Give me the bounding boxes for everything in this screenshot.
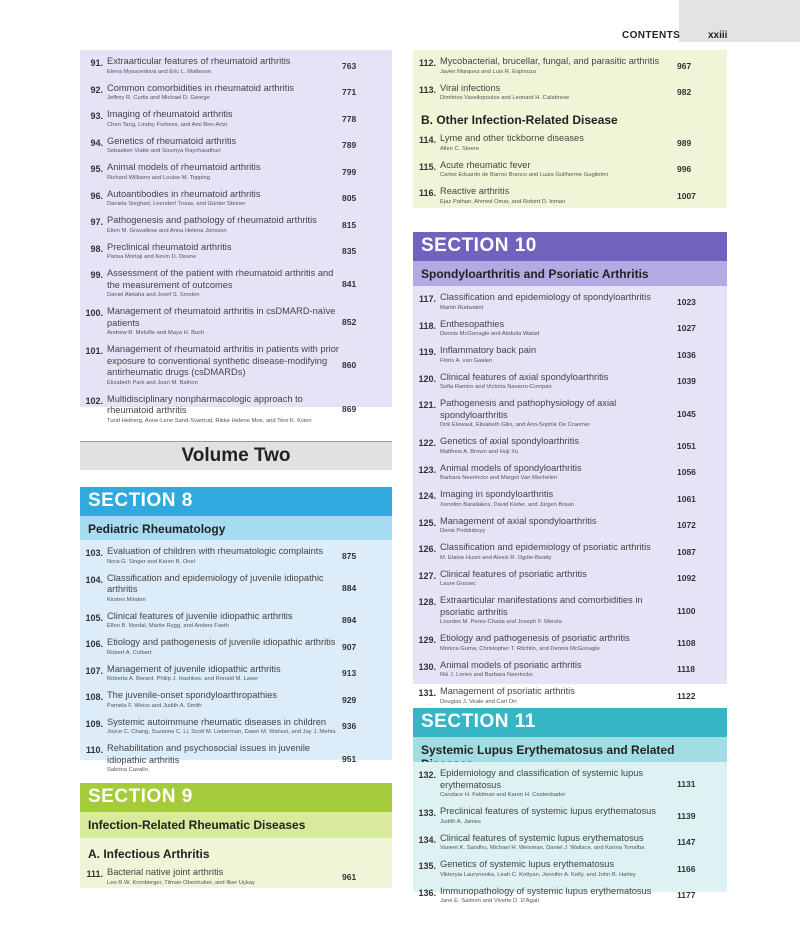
- chapter-text: [103, 394, 342, 425]
- chapter-number: 114.: [418, 135, 436, 145]
- chapter-entry[interactable]: [80, 340, 392, 390]
- chapter-text: [103, 215, 342, 235]
- chapter-authors: Parisa Mortaji and Kevin D. Deane: [107, 254, 196, 260]
- chapter-authors: Barbara Neerinckx and Margot Van Mechelen: [440, 475, 558, 481]
- chapter-page-number: 1147: [677, 837, 696, 848]
- section-9-title: SECTION 9: [80, 783, 392, 813]
- chapter-authors: Daniela Sieghart, Leendert Trouw, and Günter Steiner: [107, 201, 246, 207]
- chapter-text: [103, 109, 342, 129]
- chapter-page-number: 894: [342, 615, 357, 626]
- chapter-entry[interactable]: [80, 238, 392, 265]
- chapter-title: Etiology and pathogenesis of psoriatic arthritis: [440, 633, 630, 643]
- chapter-entry[interactable]: [413, 802, 727, 829]
- chapter-text: [436, 806, 677, 826]
- chapter-page-number: 1087: [677, 546, 696, 557]
- chapter-text: [103, 83, 342, 103]
- chapter-number: 97.: [90, 217, 103, 227]
- chapter-number: 128.: [418, 597, 436, 607]
- chapter-number: 111.: [86, 869, 103, 879]
- chapter-page-number: 1122: [677, 690, 696, 701]
- chapter-list-rheumatoid-arthritis: [80, 50, 392, 424]
- chapter-page-number: 835: [342, 246, 357, 257]
- chapter-number: 130.: [418, 661, 436, 672]
- chapter-title: Inflammatory back pain: [440, 345, 537, 355]
- chapter-authors: Sabrina Cavallo: [107, 767, 148, 773]
- chapter-authors: Pamela F. Weiss and Judith A. Smith: [107, 702, 202, 709]
- chapter-entry[interactable]: [413, 829, 727, 856]
- chapter-number: 93.: [90, 111, 103, 121]
- chapter-title: Preclinical rheumatoid arthritis: [107, 241, 232, 252]
- chapter-title: Imaging of rheumatoid arthritis: [107, 109, 233, 119]
- chapter-authors: Kirsten Minden: [107, 596, 146, 603]
- chapter-number: 115.: [418, 161, 436, 172]
- chapter-entry[interactable]: [80, 211, 392, 238]
- chapter-entry[interactable]: [413, 368, 727, 395]
- chapter-entry[interactable]: [80, 542, 392, 569]
- chapter-entry[interactable]: [413, 315, 727, 342]
- chapter-authors: Denis Poddubnyy: [440, 528, 486, 534]
- chapter-text: [436, 542, 677, 562]
- chapter-entry[interactable]: [413, 182, 727, 209]
- chapter-page-number: 907: [342, 641, 357, 652]
- chapter-number: 133.: [418, 808, 436, 818]
- chapter-page-number: 929: [342, 694, 357, 705]
- chapter-text: [103, 189, 342, 209]
- chapter-entry[interactable]: [413, 394, 727, 432]
- chapter-number: 119.: [418, 347, 436, 357]
- chapter-page-number: 1177: [677, 890, 696, 901]
- chapter-text: [103, 344, 342, 387]
- chapter-text: [436, 569, 677, 589]
- chapter-entry[interactable]: [80, 132, 392, 159]
- chapter-title: Common comorbidities in rheumatoid arthritis: [107, 82, 295, 93]
- chapter-page-number: 805: [342, 193, 357, 204]
- chapter-number: 118.: [418, 320, 436, 331]
- chapter-text: [103, 306, 342, 337]
- chapter-page-number: 1056: [677, 467, 696, 478]
- chapter-authors: Matthew A. Brown and Huji Xu: [440, 448, 519, 455]
- chapter-title: Enthesopathies: [440, 318, 505, 329]
- chapter-entry[interactable]: [413, 459, 727, 486]
- chapter-authors: Judith A. James: [440, 818, 481, 825]
- chapter-page-number: 1007: [677, 190, 696, 201]
- chapter-entry[interactable]: [413, 764, 727, 802]
- chapter-title: Genetics of axial spondyloarthritis: [440, 436, 580, 446]
- chapter-authors: Dennis McGonagle and Abdulla Watad: [440, 331, 540, 337]
- chapter-page-number: 1100: [677, 605, 696, 616]
- chapter-entry[interactable]: [413, 288, 727, 315]
- chapter-title: Management of rheumatoid arthritis in patients with prior exposure to conventional synthetic disease-modifying antirheumatic drugs (csDMARDs): [107, 344, 340, 377]
- chapter-authors: Sofia Ramiro and Victoria Navarro-Compán: [440, 384, 552, 390]
- chapter-text: [436, 595, 677, 626]
- section-11-chapter-list: [413, 762, 727, 904]
- chapter-title: Bacterial native joint arthritis: [107, 867, 224, 877]
- subsection-heading-b: B. Other Infection-Related Disease: [421, 113, 618, 127]
- chapter-number: 125.: [418, 517, 436, 528]
- chapter-text: [436, 186, 677, 206]
- chapter-page-number: 951: [342, 753, 357, 764]
- chapter-text: [103, 690, 342, 710]
- chapter-number: 105.: [85, 612, 103, 623]
- chapter-page-number: 875: [342, 550, 357, 561]
- chapter-entry[interactable]: [413, 565, 727, 592]
- chapter-authors: Chen Tang, Lindsy Forbess, and Ami Ben-Artzi: [107, 121, 228, 128]
- chapter-text: [436, 686, 677, 706]
- chapter-title: Assessment of the patient with rheumatoid arthritis and the measurement of outcomes: [107, 268, 334, 290]
- chapter-text: [436, 859, 677, 879]
- chapter-text: [103, 56, 342, 76]
- chapter-page-number: 1039: [677, 376, 696, 387]
- chapter-text: [103, 162, 342, 182]
- chapter-page-number: 982: [677, 87, 692, 98]
- chapter-page-number: 1108: [677, 637, 696, 648]
- chapter-text: [103, 136, 342, 156]
- chapter-text: [103, 611, 342, 631]
- chapter-number: 122.: [418, 438, 436, 448]
- chapter-authors: Douglas J. Veale and Carl Orr: [440, 698, 518, 705]
- chapter-entry[interactable]: [80, 863, 392, 890]
- chapter-entry[interactable]: [413, 432, 727, 459]
- chapter-page-number: 996: [677, 164, 692, 175]
- section-9-continued: [413, 50, 727, 208]
- chapter-text: [103, 717, 342, 737]
- page-number: xxiii: [708, 30, 728, 41]
- chapter-page-number: 1166: [677, 863, 696, 874]
- chapter-authors: Turid Heiberg, Anne-Lene Sand-Svartrud, Rikke Helene Moe, and Tore K. Kvien: [107, 417, 312, 424]
- chapter-title: Animal models of psoriatic arthritis: [440, 659, 582, 670]
- chapter-number: 108.: [85, 692, 103, 702]
- chapter-entry[interactable]: [80, 302, 392, 340]
- chapter-title: Autoantibodies in rheumatoid arthritis: [107, 188, 261, 199]
- chapter-text: [103, 546, 342, 566]
- chapter-title: Rehabilitation and psychosocial issues in juvenile idiopathic arthritis: [107, 743, 311, 765]
- chapter-entry[interactable]: [413, 485, 727, 512]
- chapter-page-number: 989: [677, 137, 692, 148]
- chapter-title: Clinical features of juvenile idiopathic arthritis: [107, 610, 293, 621]
- chapter-title: Clinical features of axial spondyloarthritis: [440, 371, 609, 382]
- chapter-title: Preclinical features of systemic lupus erythematosus: [440, 806, 656, 816]
- section-8-subtitle: Pediatric Rheumatology: [80, 516, 392, 542]
- chapter-page-number: 1051: [677, 440, 696, 451]
- chapter-entry[interactable]: [413, 129, 727, 156]
- section-9-part-a: [80, 838, 392, 888]
- chapter-page-number: 815: [342, 219, 357, 230]
- chapter-entry[interactable]: [80, 686, 392, 713]
- chapter-page-number: 884: [342, 583, 357, 593]
- page-number-tab: [679, 0, 800, 42]
- chapter-text: [436, 56, 677, 76]
- chapter-page-number: 1139: [677, 810, 696, 821]
- chapter-authors: Ellen B. Nordal, Marite Rygg, and Anders Fasth: [107, 623, 229, 629]
- chapter-authors: Jane E. Salmon and Vivette D. D'Agati: [440, 898, 539, 904]
- chapter-number: 131.: [418, 688, 436, 698]
- section-9-subtitle: Infection-Related Rheumatic Diseases: [80, 812, 392, 838]
- chapter-entry[interactable]: [80, 185, 392, 212]
- chapter-number: 94.: [90, 137, 103, 148]
- chapter-authors: Monica Guma, Christopher T. Ritchlin, and Dennis McGonagle: [440, 645, 600, 652]
- chapter-title: Clinical features of systemic lupus erythematosus: [440, 832, 644, 843]
- chapter-number: 100.: [85, 308, 103, 318]
- chapter-page-number: 778: [342, 113, 357, 124]
- chapter-entry[interactable]: [413, 538, 727, 565]
- chapter-number: 107.: [85, 665, 103, 676]
- chapter-entry[interactable]: [413, 656, 727, 683]
- chapter-text: [436, 516, 677, 536]
- chapter-title: The juvenile-onset spondyloarthropathies: [107, 690, 278, 700]
- chapter-page-number: 1092: [677, 573, 696, 584]
- section-8-title: SECTION 8: [80, 487, 392, 517]
- chapter-number: 103.: [85, 548, 103, 558]
- chapter-entry[interactable]: [413, 629, 727, 656]
- chapter-title: Classification and epidemiology of juvenile idiopathic arthritis: [107, 572, 324, 594]
- subsection-heading-a: A. Infectious Arthritis: [88, 847, 210, 861]
- chapter-page-number: 860: [342, 360, 357, 371]
- chapter-number: 92.: [90, 84, 103, 95]
- chapter-page-number: 1027: [677, 323, 696, 334]
- chapter-title: Multidisciplinary nonpharmacologic approach to rheumatoid arthritis: [107, 393, 303, 415]
- volume-title: Volume Two: [80, 441, 392, 470]
- chapter-authors: Robert A. Colbert: [107, 649, 152, 656]
- chapter-authors: Ejaz Pathan, Ahmed Omar, and Robert D. Inman: [440, 198, 566, 205]
- chapter-title: Etiology and pathogenesis of juvenile idiopathic arthritis: [107, 637, 336, 647]
- chapter-entry[interactable]: [80, 79, 392, 106]
- chapter-authors: Jeffrey R. Curtis and Michael D. George: [107, 95, 210, 101]
- chapter-title: Clinical features of psoriatic arthritis: [440, 568, 587, 579]
- chapter-entry[interactable]: [413, 52, 727, 79]
- chapter-authors: Dirk Elewaut, Elisabeth Gilis, and Ann-Sophie De Craemer: [440, 422, 591, 428]
- chapter-entry[interactable]: [80, 713, 392, 740]
- chapter-authors: Carlos Eduardo de Barros Branco and Luiza Guilherme Guglielmi: [440, 172, 608, 178]
- chapter-title: Immunopathology of systemic lupus erythematosus: [440, 885, 652, 896]
- chapter-page-number: 961: [342, 871, 357, 882]
- chapter-number: 134.: [418, 834, 436, 845]
- chapter-entry[interactable]: [80, 607, 392, 634]
- chapter-entry[interactable]: [413, 682, 727, 709]
- chapter-text: [103, 637, 342, 657]
- chapter-authors: Martin Rudwaleit: [440, 304, 484, 311]
- chapter-page-number: 967: [677, 60, 692, 71]
- chapter-number: 123.: [418, 464, 436, 475]
- chapter-entry[interactable]: [80, 105, 392, 132]
- chapter-authors: Javier Marquez and Luis R. Espinoza: [440, 68, 537, 75]
- chapter-title: Lyme and other tickborne diseases: [440, 133, 584, 143]
- chapter-text: [436, 633, 677, 653]
- chapter-number: 112.: [418, 58, 436, 68]
- chapter-page-number: 1118: [677, 664, 695, 675]
- chapter-text: [436, 372, 677, 392]
- chapter-title: Classification and epidemiology of spondyloarthritis: [440, 292, 651, 302]
- chapter-page-number: 841: [342, 278, 357, 289]
- chapter-authors: Floris A. van Gaalen: [440, 357, 493, 364]
- chapter-number: 126.: [418, 544, 436, 554]
- chapter-text: [103, 743, 342, 774]
- chapter-authors: Roberta A. Berard, Philip J. Hashkes, and Ronald M. Laxer: [107, 676, 259, 682]
- chapter-number: 121.: [418, 400, 436, 410]
- chapter-entry[interactable]: [413, 855, 727, 882]
- chapter-text: [103, 242, 342, 262]
- chapter-page-number: 771: [342, 87, 357, 98]
- chapter-entry[interactable]: [80, 739, 392, 777]
- chapter-entry[interactable]: [80, 264, 392, 302]
- chapter-entry[interactable]: [413, 882, 727, 909]
- chapter-text: [436, 160, 677, 180]
- chapter-authors: Viktoryia Laurynenka, Leah C. Kottyan, Jennifer A. Kelly, and John B. Harley: [440, 871, 636, 878]
- section-10-title: SECTION 10: [413, 232, 727, 262]
- chapter-entry[interactable]: [413, 512, 727, 539]
- chapter-authors: Laure Gossec: [440, 581, 477, 587]
- chapter-text: [436, 436, 677, 456]
- chapter-page-number: 1061: [677, 493, 696, 504]
- chapter-text: [103, 573, 342, 604]
- chapter-authors: Elizabeth Park and Joan M. Bathon: [107, 379, 198, 386]
- chapter-page-number: 763: [342, 60, 357, 71]
- chapter-page-number: 789: [342, 140, 357, 151]
- chapter-number: 113.: [418, 84, 436, 95]
- chapter-entry[interactable]: [413, 79, 727, 106]
- chapter-title: Pathogenesis and pathology of rheumatoid arthritis: [107, 215, 317, 225]
- chapter-authors: Andrew R. Melville and Maya H. Buch: [107, 330, 205, 336]
- chapter-authors: Lourdes M. Perez-Chada and Joseph F. Merola: [440, 619, 562, 625]
- section-10-subtitle: Spondyloarthritis and Psoriatic Arthritis: [413, 261, 727, 287]
- chapter-text: [436, 463, 677, 483]
- chapter-authors: Ellen M. Gravallese and Anna Helena Jonsson: [107, 227, 227, 234]
- chapter-page-number: 1045: [677, 408, 696, 419]
- chapter-authors: Vaneet K. Sandhu, Michael H. Weisman, Daniel J. Wallace, and Karina Torralba: [440, 845, 645, 851]
- chapter-authors: Allen C. Steere: [440, 145, 479, 152]
- chapter-number: 102.: [85, 395, 103, 406]
- chapter-page-number: 799: [342, 166, 357, 177]
- chapter-page-number: 1036: [677, 349, 696, 360]
- chapter-title: Classification and epidemiology of psoriatic arthritis: [440, 542, 651, 552]
- chapter-authors: Elena Myasoedova and Eric L. Matteson: [107, 68, 212, 75]
- chapter-title: Imaging in spondyloarthritis: [440, 489, 554, 499]
- chapter-text: [436, 345, 677, 365]
- chapter-title: Systemic autoimmune rheumatic diseases in children: [107, 716, 327, 727]
- chapter-page-number: 936: [342, 721, 357, 732]
- chapter-entry[interactable]: [413, 156, 727, 183]
- contents-label: CONTENTS: [622, 30, 681, 41]
- chapter-title: Management of psoriatic arthritis: [440, 686, 575, 696]
- chapter-text: [103, 268, 342, 299]
- chapter-authors: Richard Williams and Louise M. Topping: [107, 174, 210, 181]
- chapter-title: Management of juvenile idiopathic arthritis: [107, 663, 281, 674]
- chapter-number: 98.: [90, 243, 103, 254]
- chapter-title: Reactive arthritis: [440, 186, 510, 196]
- chapter-title: Extraarticular features of rheumatoid arthritis: [107, 56, 291, 66]
- chapter-authors: Candace H. Feldman and Karen H. Costenbader: [440, 792, 566, 798]
- chapter-number: 101.: [85, 346, 103, 356]
- chapter-number: 120.: [418, 373, 436, 384]
- chapter-entry[interactable]: [80, 633, 392, 660]
- chapter-title: Viral infections: [440, 82, 501, 93]
- chapter-entry[interactable]: [80, 158, 392, 185]
- chapter-number: 91.: [90, 58, 103, 68]
- chapter-title: Epidemiology and classification of systemic lupus erythematosus: [440, 768, 644, 790]
- chapter-text: [436, 83, 677, 103]
- chapter-number: 106.: [85, 639, 103, 649]
- section-11-title: SECTION 11: [413, 708, 727, 738]
- chapter-authors: Rik J. Lories and Barbara Neerinckx: [440, 672, 533, 678]
- chapter-number: 124.: [418, 491, 436, 501]
- chapter-page-number: 1023: [677, 296, 696, 307]
- chapter-authors: Sebastien Viatte and Soumya Raychaudhuri: [107, 148, 221, 154]
- chapter-number: 99.: [90, 270, 103, 280]
- chapter-number: 129.: [418, 635, 436, 645]
- chapter-text: [436, 886, 677, 906]
- chapter-page-number: 913: [342, 668, 357, 679]
- chapter-number: 135.: [418, 861, 436, 871]
- chapter-entry[interactable]: [413, 591, 727, 629]
- chapter-entry[interactable]: [80, 660, 392, 687]
- chapter-authors: Joyce C. Chang, Suzanne C. Li, Scott M. Lieberman, Dawn M. Wahezi, and Jay J. Mehta: [107, 729, 336, 735]
- chapter-number: 127.: [418, 570, 436, 581]
- chapter-text: [436, 833, 677, 853]
- chapter-number: 132.: [418, 770, 436, 780]
- chapter-title: Genetics of rheumatoid arthritis: [107, 135, 237, 146]
- chapter-text: [103, 664, 342, 684]
- chapter-number: 95.: [90, 164, 103, 174]
- chapter-text: [436, 133, 677, 153]
- chapter-number: 109.: [85, 718, 103, 729]
- chapter-number: 136.: [418, 887, 436, 898]
- chapter-title: Management of axial spondyloarthritis: [440, 515, 597, 526]
- chapter-text: [436, 660, 677, 680]
- chapter-authors: Dimitrios Vassilopoulos and Leonard H. Calabrese: [440, 95, 570, 101]
- chapter-authors: Leo R.W. Kronberger, Tilman Obenhuber, and Ilker Uçkay: [107, 879, 255, 886]
- chapter-authors: Nora G. Singer and Karen B. Onel: [107, 558, 195, 565]
- chapter-title: Management of rheumatoid arthritis in csDMARD-naïve patients: [107, 306, 336, 328]
- section-8-chapter-list: [80, 540, 392, 773]
- chapter-authors: M. Elaine Husni and Alexis R. Ogdie-Beatty: [440, 554, 552, 561]
- chapter-title: Genetics of systemic lupus erythematosus: [440, 859, 615, 869]
- chapter-title: Evaluation of children with rheumatologic complaints: [107, 546, 324, 556]
- section-11-subtitle: Systemic Lupus Erythematosus and Related: [413, 737, 727, 763]
- chapter-text: [436, 768, 677, 799]
- chapter-title: Extraarticular manifestations and comorbidities in psoriatic arthritis: [440, 595, 643, 617]
- chapter-text: [103, 867, 342, 887]
- chapter-entry[interactable]: [80, 52, 392, 79]
- chapter-title: Animal models of spondyloarthritis: [440, 462, 582, 473]
- chapter-title: Pathogenesis and pathophysiology of axial spondyloarthritis: [440, 398, 617, 420]
- chapter-title: Acute rheumatic fever: [440, 159, 531, 170]
- chapter-entry[interactable]: [80, 390, 392, 428]
- chapter-entry[interactable]: [413, 341, 727, 368]
- chapter-page-number: 1072: [677, 520, 696, 531]
- chapter-text: [436, 319, 677, 339]
- chapter-text: [436, 398, 677, 429]
- chapter-page-number: 1131: [677, 778, 696, 789]
- chapter-page-number: 869: [342, 404, 357, 414]
- chapter-number: 104.: [85, 574, 103, 585]
- section-10-chapter-list: [413, 286, 727, 705]
- chapter-number: 110.: [85, 745, 103, 755]
- chapter-title: Animal models of rheumatoid arthritis: [107, 162, 261, 172]
- chapter-authors: Daniel Aletaha and Josef S. Smolen: [107, 292, 200, 298]
- chapter-page-number: 852: [342, 316, 357, 327]
- chapter-entry[interactable]: [80, 569, 392, 607]
- chapter-text: [436, 292, 677, 312]
- chapter-number: 116.: [418, 188, 436, 198]
- chapter-text: [436, 489, 677, 509]
- chapter-authors: Xenofon Baraliakos, David Kiefer, and Jürgen Braun: [440, 501, 575, 508]
- chapter-title: Mycobacterial, brucellar, fungal, and parasitic arthritis: [440, 56, 660, 66]
- chapter-number: 96.: [90, 190, 103, 201]
- chapter-number: 117.: [418, 294, 436, 304]
